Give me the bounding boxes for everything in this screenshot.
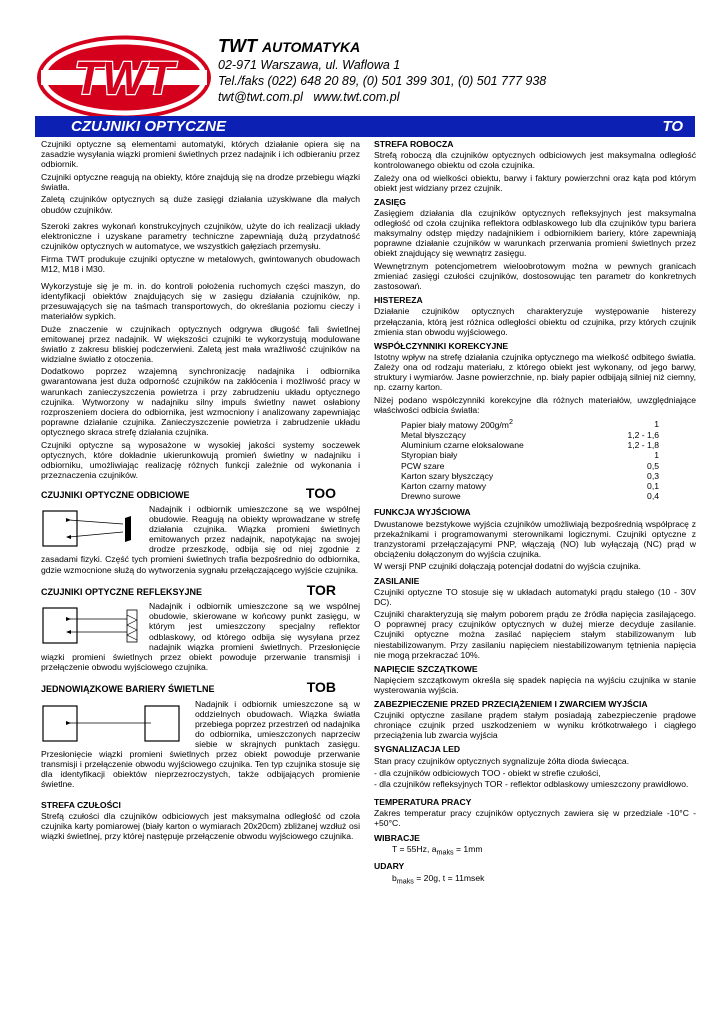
left-column — [41, 139, 360, 844]
paragraph: Szeroki zakres wykonań konstrukcyjnych czujników, użyte do ich realizacji układy elektroniczne i uzyskane parametry techniczne zapewniają dużą przydatność czujników optycznych w automatyce, we wszystkich gałęziach przemysłu. — [41, 221, 360, 252]
led-list — [374, 768, 696, 789]
section-heading: STREFA CZUŁOŚCI — [41, 799, 121, 810]
table-row: Aluminium czarne eloksalowane 1,2 - 1,8 — [401, 440, 659, 451]
title-banner — [35, 116, 695, 137]
paragraph: Nadajnik i odbiornik umieszczone są we wspólnej obudowie, skierowane w końcowy punkt zasięgu, w którym jest umieszczony specjalny reflektor odblaskowy, od którego odbija się wysyłana przez nadajnik wiązka promieni świetlnych. Przesłonięcie wiązki promieni świetlnych przez obiekt powoduje przerwanie transmisji i przełączenie obwodu wyjściowego czujnika. — [41, 601, 360, 672]
table-row: Karton czarny matowy 0,1 — [401, 480, 659, 491]
paragraph: Czujniki optyczne są wyposażone w wysokiej jakości systemy soczewek optycznych, które dokładnie ukierunkowują promień świetlny w nadajniku i odbiorniku, umożliwiając realizację różnych funkcji zależnie od wykonania i przeznaczenia czujników. — [41, 439, 360, 480]
paragraph: Działanie czujników optycznych charakteryzuje występowanie histerezy przełączania, którą jest różnica odległości obiektu od czujnika, przy których czujnik zmienia stan obwodu wyjściowego. — [374, 306, 696, 337]
section-heading: ZASILANIE — [374, 575, 420, 586]
table-row: Metal błyszczący 1,2 - 1,6 — [401, 430, 659, 441]
list-item: - dla czujników refleksyjnych TOR - reflektor odblaskowy umieszczony prawidłowo. — [374, 779, 689, 790]
web-link[interactable]: www.twt.com.pl — [313, 90, 400, 104]
banner-title: CZUJNIKI OPTYCZNE — [71, 118, 227, 135]
section-heading: TEMPERATURA PRACY — [374, 797, 472, 808]
banner-code: TO — [662, 118, 683, 135]
paragraph: Strefą czułości dla czujników odbiciowych jest maksymalna odległość od czoła czujnika karty pomiarowej (biały karton o wymiarach 20x20cm) zbliżanej wzdłuż osi wiązki świetlnej, przy której następuje przełączenie obwodu wyjściowego czujnika. — [41, 810, 360, 842]
diagram-retroreflective-sensor — [41, 603, 141, 649]
paragraph: Wewnętrznym potencjometrem wieloobrotowym można w pewnych granicach zmieniać zasięgi czułości czujników, dostosowując ten parametr do konkretnych zastosowań. — [374, 261, 696, 292]
paragraph: Wykorzystuje się je m. in. do kontroli położenia ruchomych części maszyn, do identyfikacji obiektów znajdujących się w zasięgu działania czujników, np. przesuwających się na taśmach transportowych, do określania poziomu cieczy i materiałów sypkich. — [41, 280, 360, 321]
company-contact — [218, 89, 400, 105]
company-address: 02-971 Warszawa, ul. Waflowa 1 — [218, 58, 401, 72]
paragraph: Nadajnik i odbiornik umieszczone są we wspólnej obudowie. Reagują na obiekty wprowadzane w strefę działania czujnika. Wiązka promieni świetlnych emitowanych przez nadajnik, napotykając na swojej drodze przeszkodę, odbija się od niej zgodnie z zasadami fizyki. Część tych promieni świetlnych trafia bezpośrednio do odbiornika, gdzie wzmocnione służą do wytworzenia sygnału przełączającego wyjście czujnika. — [41, 504, 360, 575]
section-heading: NAPIĘCIE SZCZĄTKOWE — [374, 663, 478, 674]
paragraph: Czujniki optyczne są elementami automatyki, których działanie opiera się na zasadzie wysyłania wiązki promieni świetlnych przez nadajnik i ich odbieraniu przez odbiornik. — [41, 139, 360, 170]
paragraph: Zasięgiem działania dla czujników optycznych refleksyjnych jest maksymalna odległość od czoła czujnika reflektora odblaskowego lub dla czujników typu bariera maksymalny odstęp między nadajnikiem i odbiornikiem bariery, które zapewniają poprawne działanie czujników w warunkach przerwania promieni świetlnych przez obiekt znajdujący się wewnątrz zasięgu. — [374, 208, 696, 259]
paragraph: Dwustanowe bezstykowe wyjścia czujników umożliwiają bezpośrednią współpracę z przekaźnikami i programowanymi sterownikami logicznymi. Czujniki optyczne z tranzystorami przełączającymi PNP, włączają (NO) lub wyłączają (NC) prąd w obciążeniu dołączonym do wyjścia czujnika. — [374, 518, 696, 559]
email-link[interactable]: twt@twt.com.pl — [218, 90, 303, 104]
list-item: - dla czujników odbiciowych TOO - obiekt w strefie czułości, — [374, 768, 601, 779]
section-heading: HISTEREZA — [374, 295, 423, 306]
table-row: Styropian biały 1 — [401, 450, 659, 461]
paragraph: Firma TWT produkuje czujniki optyczne w metalowych, gwintowanych obudowach M12, M18 i M30. — [41, 253, 360, 275]
paragraph: Czujniki charakteryzują się małym poborem prądu ze źródła napięcia zasilającego. O poprawnej pracy czujników optycznych w dużej mierze decyduje zasilanie. Czujniki optyczne można zasilać napięciem stałym stabilizowanym lub niestabilizowanym. Przy zasilaniu napięciem niestabilizowanym tętnienia napięcia nie mogą przekraczać 10%. — [374, 609, 696, 660]
twt-logo — [35, 34, 213, 121]
right-column — [374, 139, 696, 889]
section-heading: ZABEZPIECZENIE PRZED PRZECIĄŻENIEM I ZWARCIEM WYJŚCIA — [374, 699, 648, 710]
paragraph: Nadajnik i odbiornik umieszczone są w oddzielnych obudowach. Wiązka światła przebiega poprzez przestrzeń od nadajnika do odbiornika, umieszczonych naprzeciw siebie w skrajnych punktach zasięgu. Przesłonięcie wiązki promieni świetlnych przez obiekt powoduje przerwanie transmisji i przełączenie obwodu wyjściowego czujnika. Ten typ czujnika stosuje się dla identyfikacji obiektów nieprzezroczystych, także odbijających promienie świetlne. — [41, 698, 360, 790]
section-heading: UDARY — [374, 861, 405, 872]
section-heading-tor: CZUJNIKI OPTYCZNE REFLEKSYJNE TOR — [41, 582, 336, 599]
logo-text: TWT — [74, 52, 174, 104]
paragraph: Duże znaczenie w czujnikach optycznych odgrywa długość fali świetlnej emitowanej przez nadajnik. W większości czujniki te wykorzystują modulowane światło z zakresu bliskiej podczerwieni. Zaletą jest mała wrażliwość czujników na widzialne światło z otoczenia. — [41, 323, 360, 364]
section-heading: WSPÓŁCZYNNIKI KOREKCYJNE — [374, 340, 509, 351]
paragraph: Niżej podano współczynniki korekcyjne dla różnych materiałów, uwzględniające właściwości odbicia światła: — [374, 394, 696, 415]
section-heading: STREFA ROBOCZA — [374, 139, 454, 149]
table-row: Karton szary błyszczący 0,3 — [401, 470, 659, 481]
section-heading-too: CZUJNIKI OPTYCZNE ODBICIOWE TOO — [41, 484, 336, 501]
paragraph: Strefą roboczą dla czujników optycznych odbiciowych jest maksymalna odległość kontrolowanego obiektu od czoła czujnika. — [374, 150, 696, 171]
correction-factor-table — [401, 417, 659, 501]
table-row: Drewno surowe 0,4 — [401, 490, 659, 501]
paragraph: W wersji PNP czujniki dołączają potencjał dodatni do wyjścia czujnika. — [374, 561, 641, 572]
diagram-through-beam-sensor — [41, 701, 187, 747]
paragraph: Napięciem szczątkowym określa się spadek napięcia na wyjściu czujnika w stanie wysterowania wyjścia. — [374, 674, 696, 695]
paragraph: Czujniki optyczne TO stosuje się w układach automatyki prądu stałego (10 - 30V DC). — [374, 586, 696, 607]
shock-spec: $b_{maks} = 20g$, t = 11msek — [392, 872, 485, 886]
table-row: PCW szare 0,5 — [401, 460, 659, 471]
paragraph: Czujniki optyczne zasilane prądem stałym posiadają zabezpieczenie prądowe chroniące czujnik przed uszkodzeniem w wyniku krótkotrwałego i ciągłego przeciążenia lub zwarcia wyjścia — [374, 710, 696, 741]
paragraph: Zależy ona od wielkości obiektu, barwy i faktury powierzchni oraz kąta pod którym obiekt jest widziany przez czujnik. — [374, 172, 696, 193]
company-name: TWT AUTOMATYKA — [218, 36, 361, 56]
section-heading: WIBRACJE — [374, 832, 420, 843]
paragraph: Czujniki optyczne reagują na obiekty, które znajdują się na drodze przebiegu wiązki światła. — [41, 171, 360, 192]
section-heading: SYGNALIZACJA LED — [374, 744, 461, 755]
paragraph: Istotny wpływ na strefę działania czujnika optycznego ma wielkość odbitego światła. Zależy ona od rodzaju materiału, z którego obiekt jest wykonany, od jego barwy, struktury i wymiarów. Jasne powierzchnie, np. biały papier odbijają silniej niż ciemny, np. czarny karton. — [374, 351, 696, 393]
paragraph: Dodatkowo poprzez wzajemną synchronizację nadajnika i odbiornika gwarantowana jest duża odporność czujników na zakłócenia i możliwość pracy w warunkach zanieczyszczenia powietrza i przy zabrudzeniu układu optycznego czujnika. Wytworzony w nadajniku silny impuls świetlny nawet osłabiony rozproszeniem dociera do odbiornika, jest wzmocniony i analizowany zapewniając poprawne działanie czujnika. Zanieczyszczenie powietrza i zabrudzenie układu optycznego skraca strefę działania czujnika. — [41, 366, 360, 437]
company-phone: Tel./faks (022) 648 20 89, (0) 501 399 301, (0) 501 777 938 — [218, 74, 547, 88]
paragraph: Zaletą czujników optycznych są duże zasięgi działania uzyskiwane dla małych obudów czujników. — [41, 194, 360, 215]
section-heading: FUNKCJA WYJŚCIOWA — [374, 507, 471, 518]
paragraph: Stan pracy czujników optycznych sygnalizuje żółta dioda świecąca. — [374, 755, 630, 766]
diagram-reflective-sensor — [41, 506, 141, 552]
section-heading-tob: JEDNOWIĄZKOWE BARIERY ŚWIETLNE TOB — [41, 679, 336, 696]
table-row: Papier biały matowy $200g/m^2$ 1 — [401, 418, 659, 431]
section-heading: ZASIĘG — [374, 196, 406, 207]
vibration-spec: T = 55Hz, $a_{maks} = 1mm$ — [392, 843, 483, 857]
paragraph: Zakres temperatur pracy czujników optycznych zawiera się w przedziale -10°C - +50°C. — [374, 808, 696, 829]
